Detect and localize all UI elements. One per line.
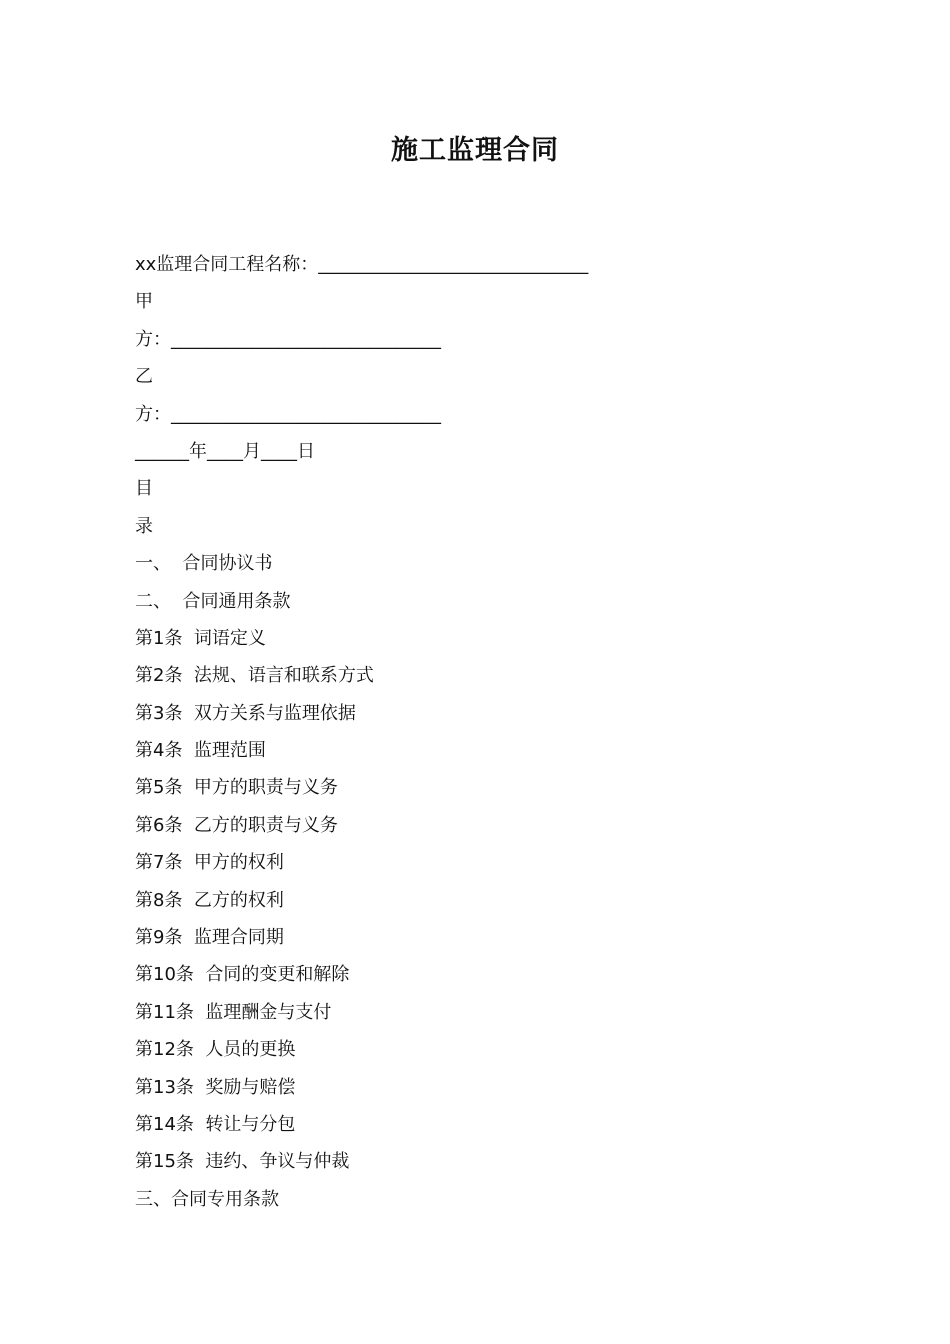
toc-item: 第7条 甲方的权利	[135, 852, 284, 874]
document-title: 施工监理合同	[391, 135, 559, 166]
toc-item: 一、 合同协议书	[135, 553, 273, 575]
toc-item: 第11条 监理酬金与支付	[135, 1001, 332, 1023]
project-name-line: xx监理合同工程名称：______________________________	[135, 254, 589, 275]
document-body	[135, 246, 835, 1218]
toc-item: 第8条 乙方的权利	[135, 889, 284, 911]
toc-item: 第10条 合同的变更和解除	[135, 964, 350, 986]
toc-item: 第2条 法规、语言和联系方式	[135, 665, 374, 687]
party-a-line: 方：______________________________	[135, 328, 441, 350]
toc-item: 第6条 乙方的职责与义务	[135, 814, 338, 836]
toc-item: 第1条 词语定义	[135, 627, 266, 649]
toc-heading-part2: 录	[135, 515, 153, 537]
toc-item: 三、合同专用条款	[135, 1188, 279, 1210]
toc-item: 第13条 奖励与赔偿	[135, 1076, 296, 1098]
toc-item: 第15条 违约、争议与仲裁	[135, 1151, 350, 1173]
toc-item: 第4条 监理范围	[135, 740, 266, 762]
toc-item: 第12条 人员的更换	[135, 1039, 296, 1061]
toc-item: 第3条 双方关系与监理依据	[135, 702, 356, 724]
toc-item: 第9条 监理合同期	[135, 927, 284, 949]
date-line: ______年____月____日	[135, 440, 315, 462]
party-b-label-line: 乙	[135, 366, 153, 388]
party-a-label-line: 甲	[135, 291, 153, 313]
toc-item: 第14条 转让与分包	[135, 1113, 296, 1135]
toc-item: 第5条 甲方的职责与义务	[135, 777, 338, 799]
toc-item: 二、 合同通用条款	[135, 590, 291, 612]
toc-heading-part1: 目	[135, 478, 153, 500]
party-b-line: 方：______________________________	[135, 403, 441, 425]
